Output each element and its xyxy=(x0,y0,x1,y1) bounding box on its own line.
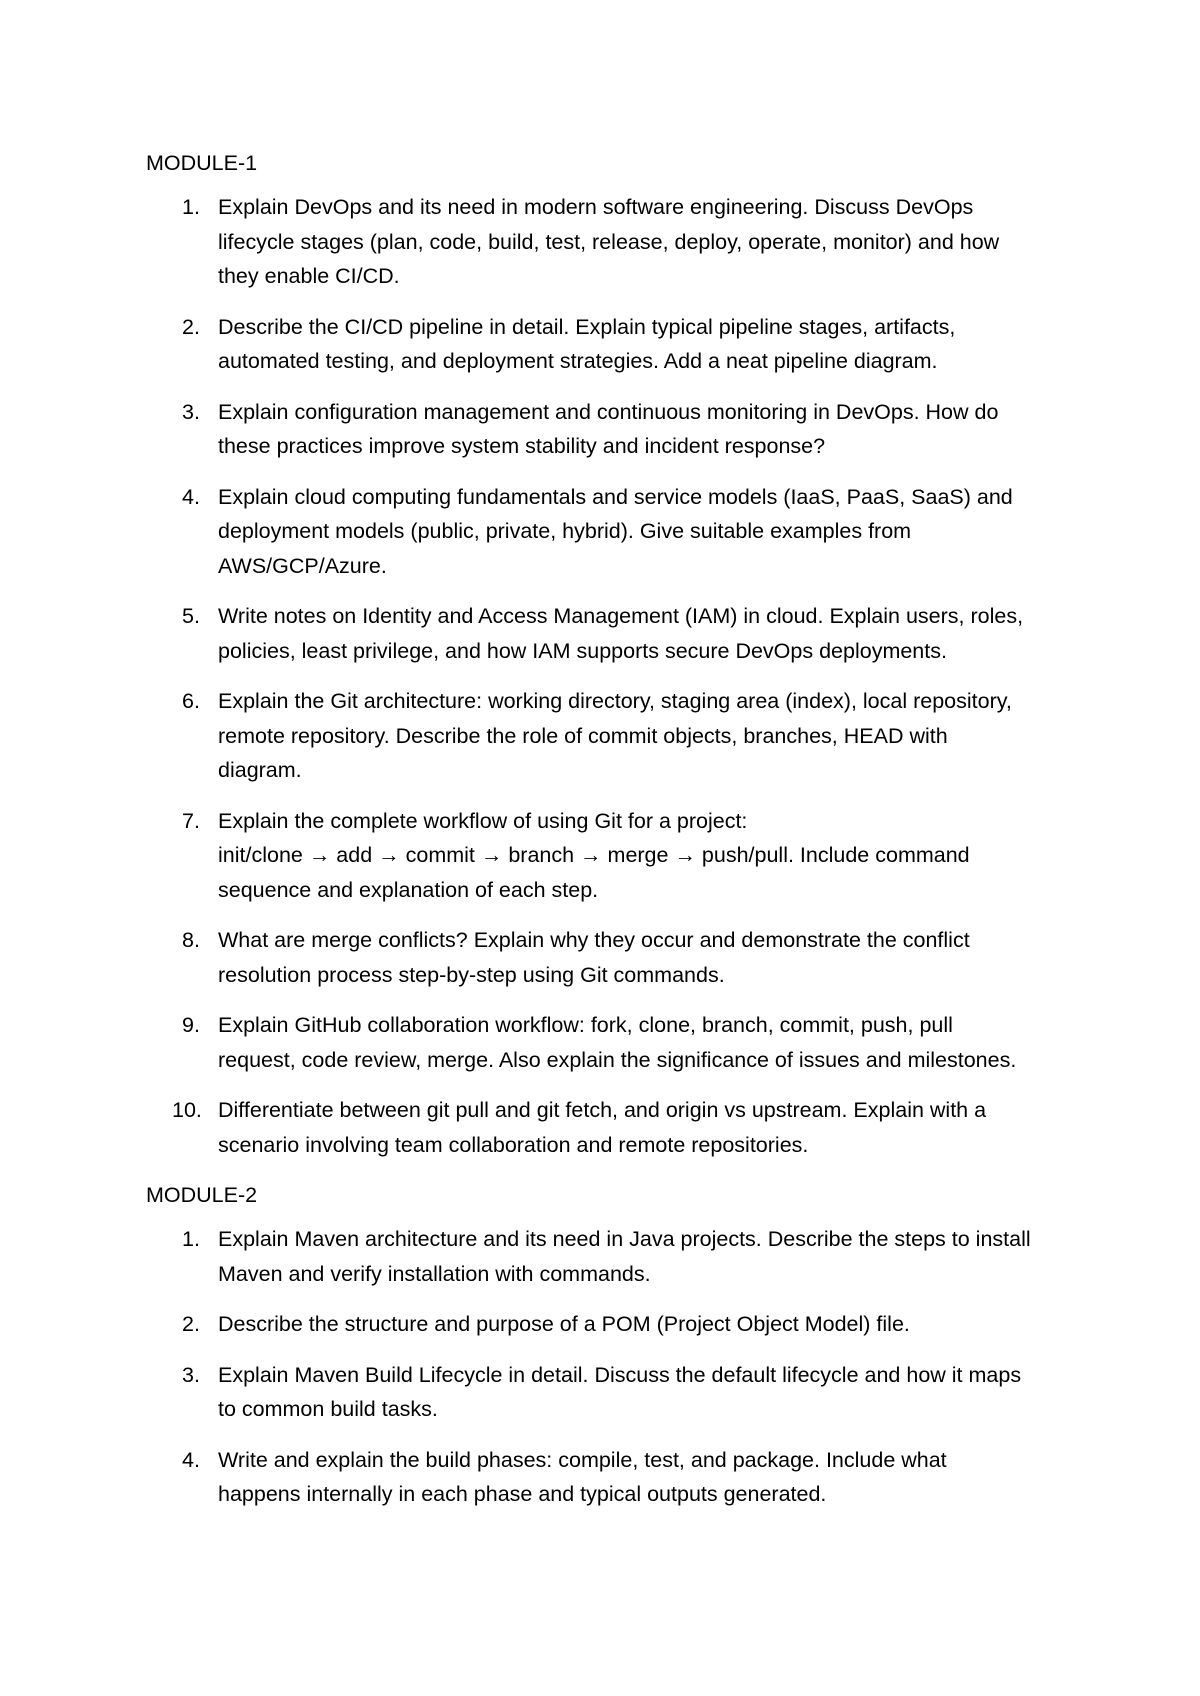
question-item xyxy=(146,923,1066,992)
question-item xyxy=(146,1358,1066,1427)
module-heading: MODULE-2 xyxy=(146,1183,258,1207)
question-text: Explain configuration management and continuous monitoring in DevOps. How do these practices improve system stability and incident response? xyxy=(218,399,999,458)
question-text: Explain GitHub collaboration workflow: fork, clone, branch, commit, push, pull request, code review, merge. Also explain the significance of issues and milestones. xyxy=(218,1013,1017,1072)
question-text: What are merge conflicts? Explain why they occur and demonstrate the conflict resolution process step-by-step using Git commands. xyxy=(218,928,970,987)
question-item xyxy=(146,804,1066,908)
question-number: 9. xyxy=(182,1013,200,1037)
question-text: Write and explain the build phases: compile, test, and package. Include what happens internally in each phase and typical outputs generated. xyxy=(218,1447,947,1506)
question-item xyxy=(146,395,1066,464)
module-2-section xyxy=(146,1178,1066,1512)
question-text: Explain DevOps and its need in modern software engineering. Discuss DevOps lifecycle stages (plan, code, build, test, release, deploy, operate, monitor) and how they enable CI/CD. xyxy=(218,195,1000,288)
question-item xyxy=(146,1222,1066,1291)
question-number: 2. xyxy=(182,1312,200,1336)
question-item xyxy=(146,480,1066,584)
question-item xyxy=(146,1443,1066,1512)
question-text: Explain Maven architecture and its need in Java projects. Describe the steps to install Maven and verify installation with commands. xyxy=(218,1227,1031,1286)
question-number: 3. xyxy=(182,399,200,424)
question-item xyxy=(146,1307,1066,1342)
module-1-section xyxy=(146,146,1066,1162)
question-item xyxy=(146,310,1066,379)
question-list xyxy=(146,1222,1066,1512)
question-text: Describe the CI/CD pipeline in detail. Explain typical pipeline stages, artifacts, automated testing, and deployment strategies. Add a neat pipeline diagram. xyxy=(218,314,956,373)
question-number: 8. xyxy=(182,928,200,952)
question-item xyxy=(146,1008,1066,1077)
question-number: 3. xyxy=(182,1362,200,1387)
question-number: 4. xyxy=(182,484,200,509)
question-number: 2. xyxy=(182,314,200,339)
question-number: 4. xyxy=(182,1447,200,1472)
question-text: Explain cloud computing fundamentals and service models (IaaS, PaaS, SaaS) and deployment models (public, private, hybrid). Give suitable examples from AWS/GCP/Azure. xyxy=(218,484,1013,578)
question-number: 6. xyxy=(182,689,200,713)
question-text: Explain Maven Build Lifecycle in detail. Discuss the default lifecycle and how it maps to common build tasks. xyxy=(218,1362,1022,1421)
question-item xyxy=(146,599,1066,668)
question-item xyxy=(146,1093,1066,1162)
question-number: 5. xyxy=(182,604,200,628)
document-content xyxy=(146,146,1066,1528)
question-text: Explain the complete workflow of using Git for a project: init/clone → add → commit → branch → merge → push/pull. Include command sequence and explanation of each step. xyxy=(218,808,970,902)
question-number: 10. xyxy=(172,1098,202,1122)
question-number: 1. xyxy=(182,195,200,219)
question-item xyxy=(146,190,1066,294)
question-text: Explain the Git architecture: working directory, staging area (index), local repository, remote repository. Describe the role of commit objects, branches, HEAD with diagram. xyxy=(218,689,1012,782)
question-text: Write notes on Identity and Access Management (IAM) in cloud. Explain users, roles, policies, least privilege, and how IAM supports secure DevOps deployments. xyxy=(218,604,1024,663)
question-number: 1. xyxy=(182,1227,200,1251)
question-item xyxy=(146,684,1066,788)
question-text: Differentiate between git pull and git fetch, and origin vs upstream. Explain with a scenario involving team collaboration and remote repositories. xyxy=(218,1098,987,1157)
question-number: 7. xyxy=(182,808,200,833)
question-text: Describe the structure and purpose of a POM (Project Object Model) file. xyxy=(218,1312,910,1336)
question-list xyxy=(146,190,1066,1162)
module-heading: MODULE-1 xyxy=(146,151,258,175)
